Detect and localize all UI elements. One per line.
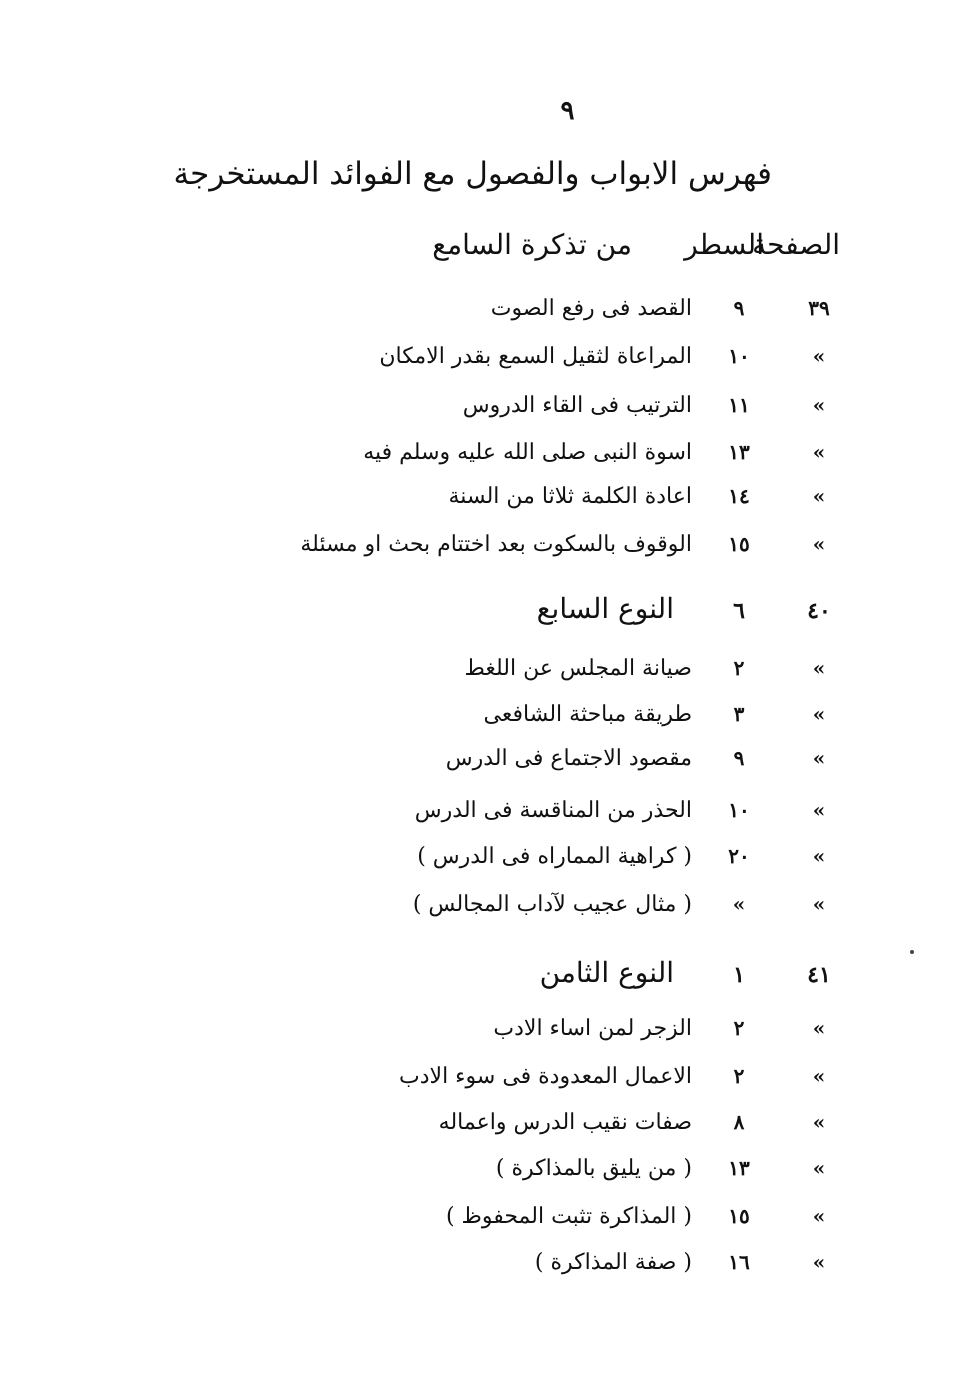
entry-line: ٩ <box>733 296 745 320</box>
entry-page: » <box>812 798 826 822</box>
entry-line: ١ <box>733 962 745 988</box>
index-row <box>0 532 964 576</box>
entry-text: ( كراهية المماراه فى الدرس ) <box>417 844 692 869</box>
header-subtitle: من تذكرة السامع <box>432 228 632 261</box>
entry-page: ٤١ <box>807 962 831 988</box>
entry-text: النوع الثامن <box>539 956 674 989</box>
index-row <box>0 798 964 842</box>
index-row <box>0 1110 964 1154</box>
entry-page: » <box>812 1156 826 1180</box>
entry-line: ١٥ <box>728 1204 750 1228</box>
index-row <box>0 1250 964 1294</box>
entry-page: » <box>812 1064 826 1088</box>
entry-line: ١٣ <box>728 440 750 464</box>
entry-line: ١٠ <box>728 344 750 368</box>
entry-line: ٣ <box>733 702 745 726</box>
index-row <box>0 746 964 790</box>
entry-page: » <box>812 344 826 368</box>
section-row <box>0 956 964 1000</box>
entry-page: » <box>812 440 826 464</box>
entry-text: القصد فى رفع الصوت <box>490 296 692 321</box>
section-row <box>0 592 964 636</box>
entry-page: » <box>812 746 826 770</box>
entry-text: صيانة المجلس عن اللغط <box>464 656 692 681</box>
entry-page: » <box>812 1250 826 1274</box>
entry-text: المراعاة لثقيل السمع بقدر الامكان <box>379 344 692 369</box>
index-row <box>0 344 964 388</box>
index-row <box>0 393 964 437</box>
entry-line: ١٦ <box>728 1250 750 1274</box>
entry-page: » <box>812 656 826 680</box>
index-row <box>0 1204 964 1248</box>
entry-line: ١٥ <box>728 532 750 556</box>
entry-page: ٤٠ <box>807 598 831 624</box>
entry-line: ١٠ <box>728 798 750 822</box>
entry-line: » <box>732 892 746 916</box>
entry-line: ٢ <box>733 1064 745 1088</box>
entry-line: ٨ <box>733 1110 745 1134</box>
index-row <box>0 484 964 528</box>
entry-line: ٢ <box>733 656 745 680</box>
entry-text: ( المذاكرة تثبت المحفوظ ) <box>445 1204 692 1229</box>
entry-text: الوقوف بالسكوت بعد اختتام بحث او مسئلة <box>300 532 692 557</box>
entry-text: اعادة الكلمة ثلاثا من السنة <box>448 484 692 509</box>
entry-text: صفات نقيب الدرس واعماله <box>438 1110 692 1135</box>
entry-text: النوع السابع <box>536 592 674 625</box>
index-row <box>0 1016 964 1060</box>
page-number: ٩ <box>560 96 575 126</box>
entry-text: الترتيب فى القاء الدروس <box>462 393 692 418</box>
page-title: فهرس الابواب والفصول مع الفوائد المستخرجة <box>173 156 772 192</box>
entry-line: ٢ <box>733 1016 745 1040</box>
entry-text: الاعمال المعدودة فى سوء الادب <box>399 1064 692 1089</box>
entry-page: » <box>812 892 826 916</box>
index-row <box>0 1064 964 1108</box>
entry-page: » <box>812 702 826 726</box>
entry-text: ( صفة المذاكرة ) <box>534 1250 692 1275</box>
entry-page: » <box>812 844 826 868</box>
entry-text: ( من يليق بالمذاكرة ) <box>495 1156 692 1181</box>
entry-page: » <box>812 532 826 556</box>
index-row <box>0 656 964 700</box>
index-row <box>0 892 964 936</box>
index-row <box>0 1156 964 1200</box>
entry-page: » <box>812 1016 826 1040</box>
entry-text: ( مثال عجيب لآداب المجالس ) <box>412 892 692 917</box>
stray-mark <box>910 950 914 954</box>
entry-page: » <box>812 1204 826 1228</box>
index-row <box>0 440 964 484</box>
entry-line: ٦ <box>733 598 745 624</box>
index-row <box>0 844 964 888</box>
entry-line: ١١ <box>728 393 750 417</box>
entry-page: » <box>812 1110 826 1134</box>
entry-line: ١٤ <box>728 484 750 508</box>
index-row <box>0 702 964 746</box>
entry-line: ٢٠ <box>728 844 750 868</box>
entry-text: طريقة مباحثة الشافعى <box>483 702 692 727</box>
entry-line: ١٣ <box>728 1156 750 1180</box>
entry-text: مقصود الاجتماع فى الدرس <box>445 746 692 771</box>
entry-page: ٣٩ <box>808 296 830 320</box>
header-page-column: الصفحة <box>752 228 840 261</box>
entry-text: اسوة النبى صلى الله عليه وسلم فيه <box>363 440 692 465</box>
entry-text: الزجر لمن اساء الادب <box>493 1016 692 1041</box>
entry-line: ٩ <box>733 746 745 770</box>
header-line-column: السطر <box>684 228 764 261</box>
index-row <box>0 296 964 340</box>
entry-page: » <box>812 484 826 508</box>
entry-text: الحذر من المناقسة فى الدرس <box>414 798 692 823</box>
entry-page: » <box>812 393 826 417</box>
